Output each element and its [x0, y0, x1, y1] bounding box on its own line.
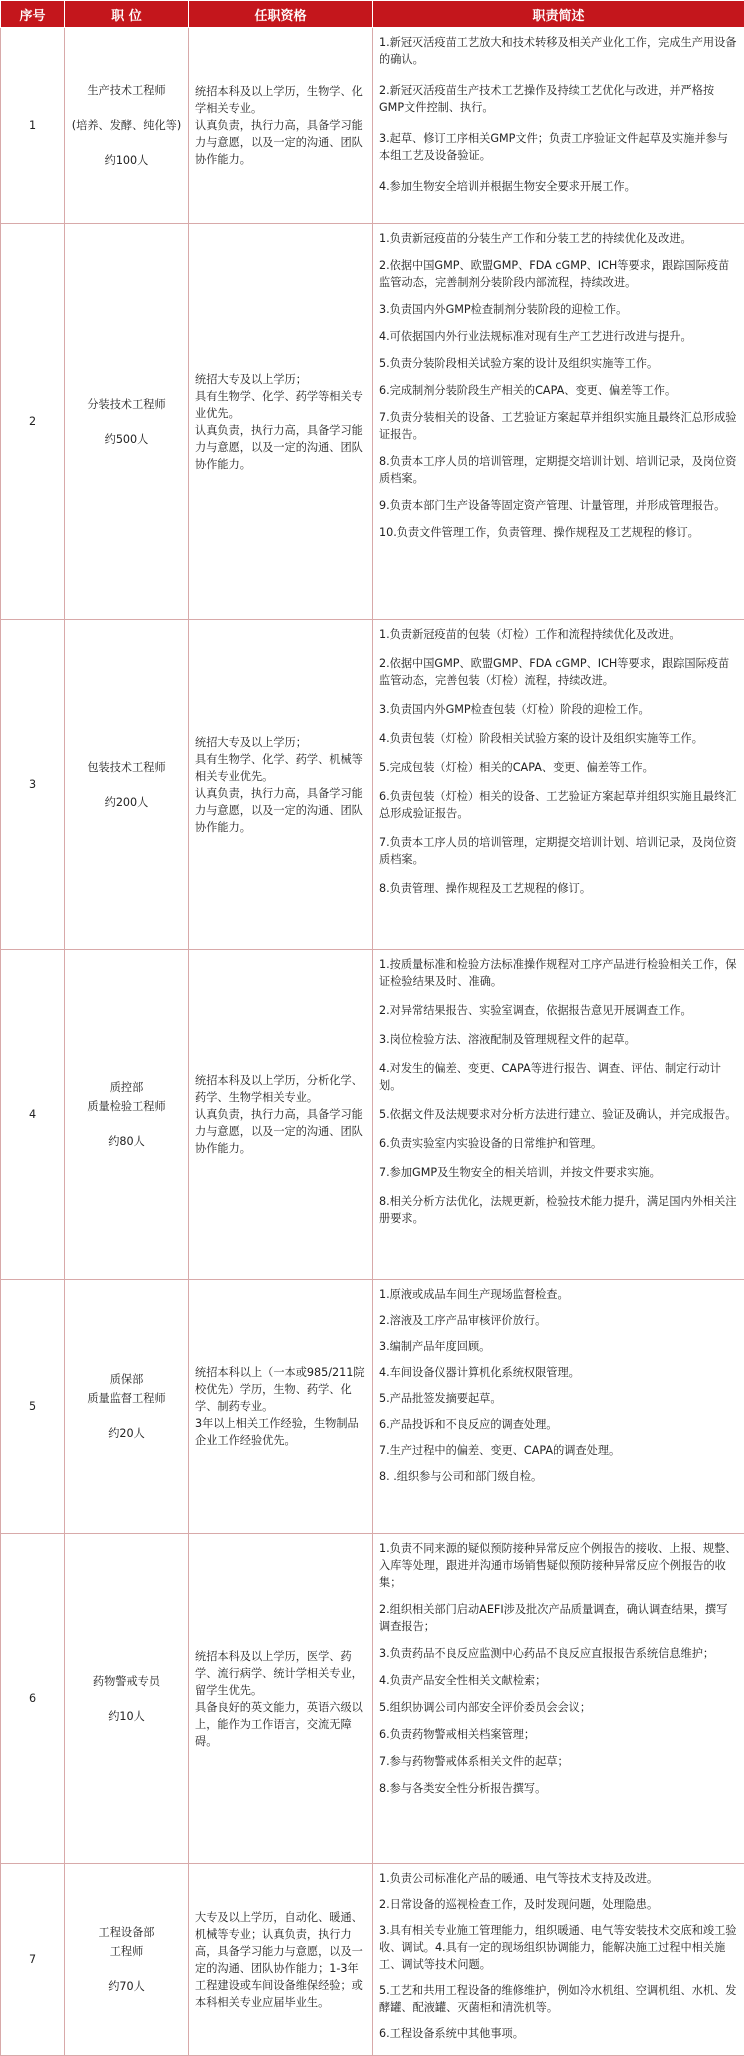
requirement-line: 统招本科及以上学历，分析化学、药学、生物学相关专业。 — [195, 1072, 366, 1106]
duty-item: 4.参加生物安全培训并根据生物安全要求开展工作。 — [379, 178, 738, 195]
duty-item: 2.对异常结果报告、实验室调查，依据报告意见开展调查工作。 — [379, 1002, 738, 1019]
duty-item: 6.负责实验室内实验设备的日常维护和管理。 — [379, 1135, 738, 1152]
duty-item: 10.负责文件管理工作，负责管理、操作规程及工艺规程的修订。 — [379, 524, 738, 541]
duty-item: 1.按质量标准和检验方法标准操作规程对工序产品进行检验相关工作，保证检验结果及时、准确。 — [379, 956, 738, 990]
headcount: 约200人 — [65, 794, 188, 811]
requirements-cell — [189, 1864, 373, 2056]
duty-item: 1.原液或成品车间生产现场监督检查。 — [379, 1286, 738, 1303]
duty-item: 3.负责国内外GMP检查包装（灯检）阶段的迎检工作。 — [379, 701, 738, 718]
headcount: 约70人 — [65, 1978, 188, 1995]
requirement-line: 统招本科及以上学历，医学、药学、流行病学、统计学相关专业，留学生优先。 — [195, 1648, 366, 1699]
duty-item: 8.负责本工序人员的培训管理，定期提交培训计划、培训记录，及岗位资质档案。 — [379, 453, 738, 487]
duty-item: 8.相关分析方法优化，法规更新，检验技术能力提升，满足国内外相关注册要求。 — [379, 1193, 738, 1227]
requirements-cell — [189, 1280, 373, 1534]
requirement-line: 具有生物学、化学、药学、机械等相关专业优先。 — [195, 751, 366, 785]
duty-item: 7.参加GMP及生物安全的相关培训，并按文件要求实施。 — [379, 1164, 738, 1181]
duty-item: 1.负责新冠疫苗的包装（灯检）工作和流程持续优化及改进。 — [379, 626, 738, 643]
position-cell — [65, 1864, 189, 2056]
header-row — [1, 1, 744, 28]
requirements-cell — [189, 28, 373, 224]
position-title: 生产技术工程师 — [65, 82, 188, 99]
header-position: 职 位 — [65, 1, 189, 28]
duty-item: 5.负责分装阶段相关试验方案的设计及组织实施等工作。 — [379, 355, 738, 372]
row-number: 1 — [1, 28, 65, 224]
requirement-line: 统招本科以上（一本或985/211院校优先）学历，生物、药学、化学、制药专业。 — [195, 1364, 366, 1415]
duty-item: 6.完成制剂分装阶段生产相关的CAPA、变更、偏差等工作。 — [379, 382, 738, 399]
table-row — [1, 1280, 744, 1534]
department: 质保部 — [65, 1371, 188, 1388]
requirements-cell — [189, 224, 373, 620]
table-row — [1, 224, 744, 620]
department: 工程设备部 — [65, 1924, 188, 1941]
duty-item: 5.组织协调公司内部安全评价委员会会议； — [379, 1699, 738, 1716]
duty-item: 3.起草、修订工序相关GMP文件；负责工序验证文件起草及实施并参与本组工艺及设备验证。 — [379, 130, 738, 164]
duty-item: 3.负责国内外GMP检查制剂分装阶段的迎检工作。 — [379, 301, 738, 318]
requirement-line: 大专及以上学历，自动化、暖通、机械等专业；认真负责，执行力高，具备学习能力与意愿，以及一定的沟通、团队协作能力；1-3年工程建设或车间设备维保经验；或本科相关专业应届毕业生。 — [195, 1909, 366, 2011]
duties-cell — [373, 28, 744, 224]
position-cell — [65, 28, 189, 224]
duties-cell — [373, 950, 744, 1280]
duty-item: 4.可依据国内外行业法规标准对现有生产工艺进行改进与提升。 — [379, 328, 738, 345]
requirements-cell — [189, 950, 373, 1280]
requirements-cell — [189, 1534, 373, 1864]
duty-item: 2.新冠灭活疫苗生产技术工艺操作及持续工艺优化与改进，并严格按GMP文件控制、执行。 — [379, 82, 738, 116]
table-row — [1, 1864, 744, 2056]
position-cell — [65, 620, 189, 950]
position-cell — [65, 1534, 189, 1864]
duty-item: 2.溶液及工序产品审核评价放行。 — [379, 1312, 738, 1329]
position-title: 工程师 — [65, 1943, 188, 1960]
headcount: 约20人 — [65, 1425, 188, 1442]
duty-item: 5.完成包装（灯检）相关的CAPA、变更、偏差等工作。 — [379, 759, 738, 776]
requirement-line: 认真负责，执行力高，具备学习能力与意愿，以及一定的沟通、团队协作能力。 — [195, 117, 366, 168]
duties-cell — [373, 1864, 744, 2056]
requirement-line: 3年以上相关工作经验，生物制品企业工作经验优先。 — [195, 1415, 366, 1449]
table-row — [1, 28, 744, 224]
duty-item: 6.产品投诉和不良反应的调查处理。 — [379, 1416, 738, 1433]
duty-item: 5.依据文件及法规要求对分析方法进行建立、验证及确认，并完成报告。 — [379, 1106, 738, 1123]
requirement-line: 统招大专及以上学历； — [195, 371, 366, 388]
duty-item: 5.产品批签发摘要起草。 — [379, 1390, 738, 1407]
duty-item: 1.新冠灭活疫苗工艺放大和技术转移及相关产业化工作，完成生产用设备的确认。 — [379, 34, 738, 68]
duty-item: 1.负责新冠疫苗的分装生产工作和分装工艺的持续优化及改进。 — [379, 230, 738, 247]
header-duties: 职责简述 — [373, 1, 744, 28]
row-number: 6 — [1, 1534, 65, 1864]
requirement-line: 具有生物学、化学、药学等相关专业优先。 — [195, 388, 366, 422]
duty-item: 3.编制产品年度回顾。 — [379, 1338, 738, 1355]
position-subtitle: (培养、发酵、纯化等) — [65, 117, 188, 134]
row-number: 4 — [1, 950, 65, 1280]
department: 质控部 — [65, 1079, 188, 1096]
duties-cell — [373, 1280, 744, 1534]
duty-item: 6.负责包装（灯检）相关的设备、工艺验证方案起草并组织实施且最终汇总形成验证报告。 — [379, 788, 738, 822]
duty-item: 2.依据中国GMP、欧盟GMP、FDA cGMP、ICH等要求，跟踪国际疫苗监管动态，完善包装（灯检）流程，持续改进。 — [379, 655, 738, 689]
requirement-line: 认真负责，执行力高，具备学习能力与意愿，以及一定的沟通、团队协作能力。 — [195, 422, 366, 473]
row-number: 2 — [1, 224, 65, 620]
duty-item: 2.日常设备的巡视检查工作，及时发现问题，处理隐患。 — [379, 1896, 738, 1913]
row-number: 3 — [1, 620, 65, 950]
header-requirements: 任职资格 — [189, 1, 373, 28]
requirements-cell — [189, 620, 373, 950]
position-cell — [65, 224, 189, 620]
header-no: 序号 — [1, 1, 65, 28]
duty-item: 6.负责药物警戒相关档案管理； — [379, 1726, 738, 1743]
duties-cell — [373, 620, 744, 950]
headcount: 约10人 — [65, 1708, 188, 1725]
duty-item: 8.参与各类安全性分析报告撰写。 — [379, 1780, 738, 1797]
duty-item: 4.对发生的偏差、变更、CAPA等进行报告、调查、评估、制定行动计划。 — [379, 1060, 738, 1094]
table-row — [1, 620, 744, 950]
position-title: 药物警戒专员 — [65, 1673, 188, 1690]
duty-item: 1.负责公司标准化产品的暖通、电气等技术支持及改进。 — [379, 1870, 738, 1887]
duty-item: 4.车间设备仪器计算机化系统权限管理。 — [379, 1364, 738, 1381]
duty-item: 7.参与药物警戒体系相关文件的起草； — [379, 1753, 738, 1770]
duty-item: 6.工程设备系统中其他事项。 — [379, 2025, 738, 2042]
requirement-line: 统招本科及以上学历，生物学、化学相关专业。 — [195, 83, 366, 117]
position-title: 包装技术工程师 — [65, 759, 188, 776]
requirement-line: 认真负责，执行力高，具备学习能力与意愿，以及一定的沟通、团队协作能力。 — [195, 785, 366, 836]
duty-item: 2.组织相关部门启动AEFI涉及批次产品质量调查，确认调查结果，撰写调查报告； — [379, 1601, 738, 1635]
table-row — [1, 950, 744, 1280]
position-title: 分装技术工程师 — [65, 396, 188, 413]
headcount: 约500人 — [65, 431, 188, 448]
duty-item: 3.岗位检验方法、溶液配制及管理规程文件的起草。 — [379, 1031, 738, 1048]
headcount: 约100人 — [65, 152, 188, 169]
position-title: 质量检验工程师 — [65, 1098, 188, 1115]
duty-item: 3.负责药品不良反应监测中心药品不良反应直报报告系统信息维护； — [379, 1645, 738, 1662]
duty-item: 4.负责产品安全性相关文献检索； — [379, 1672, 738, 1689]
duty-item: 7.负责分装相关的设备、工艺验证方案起草并组织实施且最终汇总形成验证报告。 — [379, 409, 738, 443]
duty-item: 8. .组织参与公司和部门级自检。 — [379, 1468, 738, 1485]
table-row — [1, 1534, 744, 1864]
duty-item: 1.负责不同来源的疑似预防接种异常反应个例报告的接收、上报、规整、入库等处理，跟进并沟通市场销售疑似预防接种异常反应个例报告的收集； — [379, 1540, 738, 1591]
position-cell — [65, 950, 189, 1280]
position-title: 质量监督工程师 — [65, 1390, 188, 1407]
duty-item: 8.负责管理、操作规程及工艺规程的修订。 — [379, 880, 738, 897]
duty-item: 3.具有相关专业施工管理能力，组织暖通、电气等安装技术交底和竣工验收、调试。4.具有一定的现场组织协调能力，能解决施工过程中相关施工、调试等技术问题。 — [379, 1922, 738, 1973]
requirement-line: 统招大专及以上学历； — [195, 734, 366, 751]
position-cell — [65, 1280, 189, 1534]
duty-item: 7.生产过程中的偏差、变更、CAPA的调查处理。 — [379, 1442, 738, 1459]
duty-item: 4.负责包装（灯检）阶段相关试验方案的设计及组织实施等工作。 — [379, 730, 738, 747]
row-number: 5 — [1, 1280, 65, 1534]
row-number: 7 — [1, 1864, 65, 2056]
duty-item: 9.负责本部门生产设备等固定资产管理、计量管理，并形成管理报告。 — [379, 497, 738, 514]
duties-cell — [373, 224, 744, 620]
duty-item: 5.工艺和共用工程设备的维修维护，例如冷水机组、空调机组、水机、发酵罐、配液罐、灭菌柜和清洗机等。 — [379, 1982, 738, 2016]
requirement-line: 具备良好的英文能力，英语六级以上，能作为工作语言，交流无障碍。 — [195, 1699, 366, 1750]
duties-cell — [373, 1534, 744, 1864]
headcount: 约80人 — [65, 1133, 188, 1150]
requirement-line: 认真负责，执行力高，具备学习能力与意愿，以及一定的沟通、团队协作能力。 — [195, 1106, 366, 1157]
duty-item: 2.依据中国GMP、欧盟GMP、FDA cGMP、ICH等要求，跟踪国际疫苗监管动态，完善制剂分装阶段内部流程，持续改进。 — [379, 257, 738, 291]
duty-item: 7.负责本工序人员的培训管理，定期提交培训计划、培训记录，及岗位资质档案。 — [379, 834, 738, 868]
